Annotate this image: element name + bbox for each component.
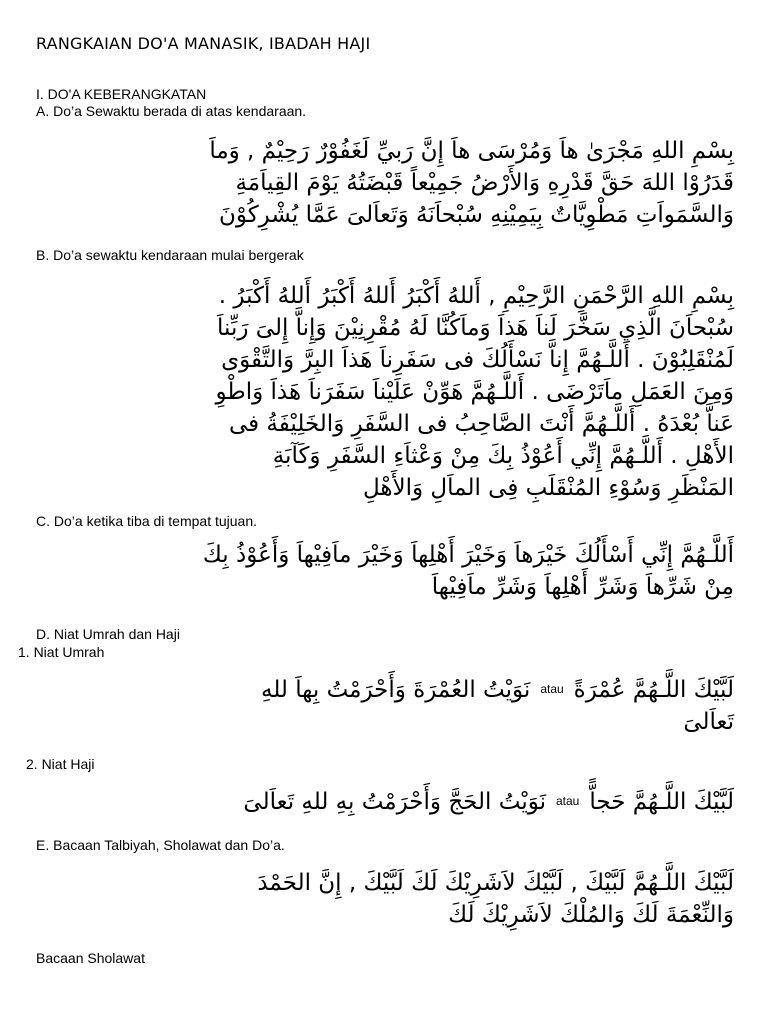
- subheading-e: E. Bacaan Talbiyah, Sholawat dan Do’a.: [36, 837, 285, 853]
- subheading-b: B. Do’a sewaktu kendaraan mulai bergerak: [36, 247, 304, 263]
- niat-umrah-label: 1. Niat Umrah: [18, 644, 105, 660]
- arabic-text-e-line-2: وَالنِّعْمَةَ لَكَ وَالمُلْكَ لاَشَرِيْكَ لَكَ: [448, 902, 734, 928]
- arabic-text-b-line-3: لَمُنْقَلِبُوْنَ . أَللَّـهُمَّ إِناَّ نَسْأَلُكَ فى سَفَرِناَ هَذاَ البِرَّ وَالتَّقْوَى: [221, 347, 734, 373]
- umrah-arabic-primary: لَبَّيْكَ اللَّـهُمَّ عُمْرَةً: [573, 677, 734, 703]
- arabic-text-b-line-5: عَناَّ بُعْدَهُ . أَللَّـهُمَّ أَنْتَ الصَّاحِبُ فى السَّفَرِ وَالخَلِيْفَةُ فى: [228, 411, 734, 437]
- arabic-text-a-line-1: بِسْمِ اللهِ مَجْرَىٰ هاَ وَمُرْسَى هاَ إِنَّ رَبيِّ لَغَفُوْرٌ رَحِيْمٌ , وَماَ: [209, 138, 734, 164]
- arabic-text-b-line-2: سُبْحاَنَ الَّذِي سَخَّرَ لَناَ هَذاَ وَماَكُنَّا لَهُ مُقْرِنِيْنَ وَإِناَّ إِلىَ رَبِّناَ: [217, 315, 734, 341]
- umrah-arabic-alternative: نَوَيْتُ العُمْرَةَ وَأَحْرَمْتُ بِهاَ للهِ: [260, 677, 531, 703]
- arabic-text-c-line-2: مِنْ شَرِّهاَ وَشَرِّ أَهْلِهاَ وَشَرِّ ماَفِيْهاَ: [431, 574, 734, 600]
- subheading-a: A. Do’a Sewaktu berada di atas kendaraan.: [36, 103, 307, 119]
- niat-haji-label: 2. Niat Haji: [26, 756, 95, 772]
- page-title: RANGKAIAN DO'A MANASIK, IBADAH HAJI: [36, 34, 371, 53]
- haji-atau: atau: [556, 794, 580, 808]
- arabic-text-b-line-4: وَمِنَ العَمَلِ ماَتَرْضَى . أَللَّـهُمَّ هَوِّنْ عَلَيْناَ سَفَرَناَ هَذاَ وَاطْوِ: [215, 379, 734, 405]
- subheading-d: D. Niat Umrah dan Haji: [36, 626, 180, 642]
- niat-haji-arabic-line: [243, 791, 734, 814]
- subheading-c: C. Do’a ketika tiba di tempat tujuan.: [36, 513, 258, 529]
- niat-umrah-arabic-line-2: تَعاَلىَ: [683, 709, 734, 735]
- arabic-text-c-line-1: أَللَّـهُمَّ إِنِّي أَسْأَلُكَ خَيْرَهاَ وَخَيْرَ أَهْلِهاَ وَخَيْرَ ماَفِيْهاَ وَأَعُوْذُ بِكَ: [202, 542, 734, 568]
- arabic-text-b-line-1: بِسْمِ اللهِ الرَّحْمَنِ الرَّحِيْمِ , أَللهُ أَكْبَرُ أَللهُ أَكْبَرُ أَللهُ أَكْبَرُ .: [218, 283, 734, 309]
- niat-umrah-arabic-line-1: [261, 679, 734, 702]
- arabic-text-b-line-6: الأَهْلِ . أَللَّـهُمَّ إِنِّي أَعُوْذُ بِكَ مِنْ وَعْثاَءِ السَّفَرِ وَكَآبَةِ: [272, 443, 734, 469]
- section-heading-keberangkatan: I. DO'A KEBERANGKATAN: [36, 86, 207, 102]
- arabic-text-a-line-3: وَالسَّمَواَتِ مَطْوِيَّاتٌ بِيَمِيْنِهِ سُبْحاَنَهُ وَتَعاَلىَ عَمَّا يُشْرِكُوْنَ: [218, 202, 734, 228]
- arabic-text-a-line-2: قَدَرُوْا اللهَ حَقَّ قَدْرِهِ وَالأَرْضُ جَمِيْعاً قَبْضَتُهُ يَوْمَ القِياَمَةِ: [235, 170, 734, 196]
- arabic-text-e-line-1: لَبَّيْكَ اللَّـهُمَّ لَبَّيْكَ , لَبَّيْكَ لاَشَرِيْكَ لَكَ لَبَّيْكَ , إِنَّ الحَمْدَ: [257, 870, 734, 896]
- haji-arabic-alternative: نَوَيْتُ الحَجَّ وَأَحْرَمْتُ بِهِ للهِ تَعاَلىَ: [243, 789, 546, 815]
- sholawat-heading: Bacaan Sholawat: [36, 950, 145, 966]
- haji-arabic-primary: لَبَّيْكَ اللَّـهُمَّ حَجاًّ: [589, 789, 734, 815]
- arabic-text-b-line-7: المَنْظَرِ وَسُوْءِ المُنْقَلَبِ فِى الماَلِ وَالأَهْلِ: [362, 475, 734, 501]
- umrah-atau: atau: [540, 682, 564, 696]
